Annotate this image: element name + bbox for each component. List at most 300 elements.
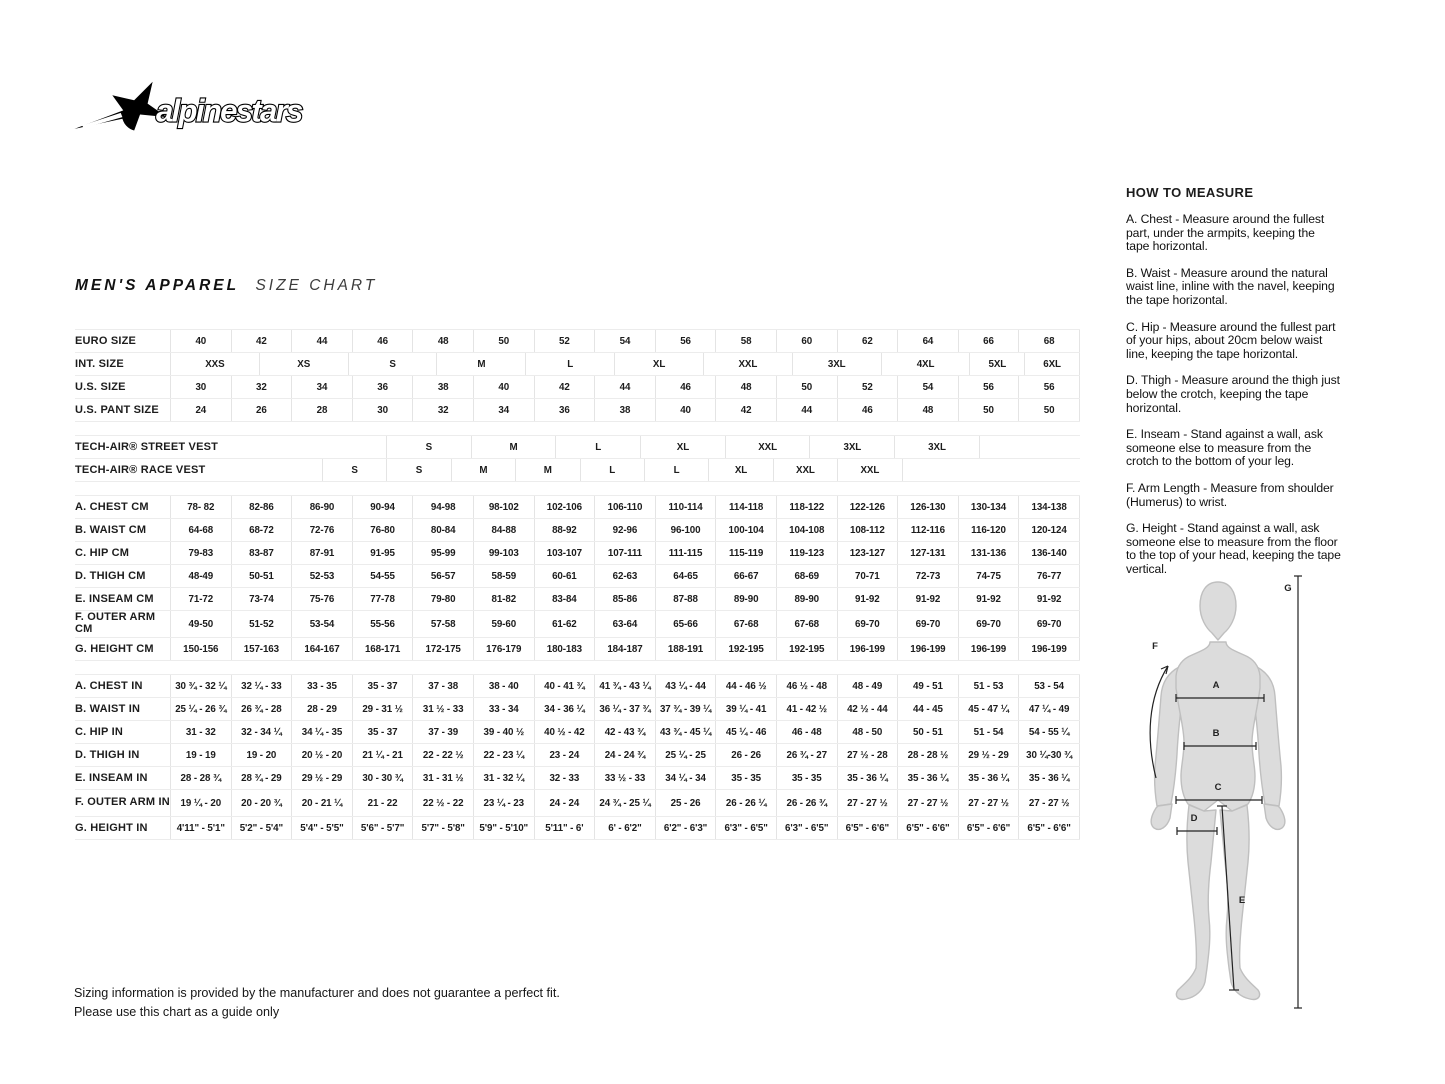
table-cell: 29 ½ - 29 <box>958 744 1019 766</box>
table-cell: 76-77 <box>1018 565 1080 587</box>
table-cell: 85-86 <box>594 588 655 610</box>
table-cell: 38 - 40 <box>473 675 534 697</box>
table-cell: 120-124 <box>1018 519 1080 541</box>
table-cell: 66 <box>958 330 1019 352</box>
table-cell: 126-130 <box>897 496 958 518</box>
table-cell: 22 - 22 ½ <box>412 744 473 766</box>
table-cell: 79-83 <box>170 542 231 564</box>
table-cell: 68-69 <box>776 565 837 587</box>
row-cells <box>170 767 1080 789</box>
row-label: A. CHEST CM <box>75 500 149 513</box>
table-cell: 103-107 <box>534 542 595 564</box>
table-cell: 77-78 <box>352 588 413 610</box>
figure-label-f: F <box>1152 641 1158 652</box>
row-cells <box>170 790 1080 816</box>
table-cell: 3XL <box>894 436 979 458</box>
table-cell: 48 - 50 <box>837 721 898 743</box>
measure-instruction: E. Inseam - Stand against a wall, ask someone else to measure from the crotch to the bottom of your leg. <box>1126 427 1323 469</box>
table-cell: 106-110 <box>594 496 655 518</box>
table-cell: 78- 82 <box>170 496 231 518</box>
figure-label-e: E <box>1238 895 1246 906</box>
table-cell: 61-62 <box>534 611 595 637</box>
table-cell: 42 <box>231 330 292 352</box>
table-cell: 58 <box>715 330 776 352</box>
figure-head <box>1200 582 1236 640</box>
table-cell: 48 <box>897 399 958 421</box>
table-cell: 44 - 45 <box>897 698 958 720</box>
table-cell: 5'6" - 5'7" <box>352 817 413 839</box>
table-cell: 30 ¼-30 ¾ <box>1018 744 1080 766</box>
table-cell: 64-65 <box>655 565 716 587</box>
table-cell: 20 - 21 ¼ <box>291 790 352 816</box>
table-cell: 35 - 37 <box>352 675 413 697</box>
table-cell: 90-94 <box>352 496 413 518</box>
table-cell: 112-116 <box>897 519 958 541</box>
table-cell: 118-122 <box>776 496 837 518</box>
table-cell: 104-108 <box>776 519 837 541</box>
table-row <box>75 588 1080 611</box>
table-row <box>75 329 1080 353</box>
table-cell: S <box>322 459 386 481</box>
row-cells <box>170 698 1080 720</box>
table-cell: 43 ¼ - 44 <box>655 675 716 697</box>
table-cell: 20 ½ - 20 <box>291 744 352 766</box>
table-cell: 6'5" - 6'6" <box>837 817 898 839</box>
table-cell: 54 <box>594 330 655 352</box>
table-cell: 31 - 32 ¼ <box>473 767 534 789</box>
table-cell: 6'3" - 6'5" <box>776 817 837 839</box>
table-cell: 34 ¼ - 34 <box>655 767 716 789</box>
table-cell: 51 - 53 <box>958 675 1019 697</box>
table-cell: 130-134 <box>958 496 1019 518</box>
table-cell: 45 ¼ - 46 <box>715 721 776 743</box>
row-label: C. HIP CM <box>75 546 130 559</box>
table-row <box>75 495 1080 519</box>
page-title-sub: SIZE CHART <box>255 277 378 294</box>
table-cell: 91-92 <box>897 588 958 610</box>
table-cell: XXL <box>725 436 810 458</box>
table-cell: 50 <box>958 399 1019 421</box>
table-cell: 116-120 <box>958 519 1019 541</box>
table-cell: 26 ¾ - 27 <box>776 744 837 766</box>
table-cell: 196-199 <box>1018 638 1080 660</box>
table-cell: 32 <box>231 376 292 398</box>
table-cell: 48 - 49 <box>837 675 898 697</box>
table-row <box>75 674 1080 698</box>
figure-label-g: G <box>1284 583 1292 594</box>
table-cell: 136-140 <box>1018 542 1080 564</box>
table-row <box>75 767 1080 790</box>
figure-label-b: B <box>1212 728 1220 739</box>
disclaimer-line1: Sizing information is provided by the manufacturer and does not guarantee a perfect fit. <box>74 986 560 1000</box>
table-cell: 108-112 <box>837 519 898 541</box>
table-cell: 4XL <box>881 353 970 375</box>
table-cell: 65-66 <box>655 611 716 637</box>
table-cell: 35 - 35 <box>776 767 837 789</box>
row-label: F. OUTER ARM CM <box>75 611 156 635</box>
table-cell: M <box>471 436 556 458</box>
table-cell: L <box>644 459 708 481</box>
table-cell: 37 - 39 <box>412 721 473 743</box>
table-cell: XXL <box>837 459 901 481</box>
table-cell: 80-84 <box>412 519 473 541</box>
table-cell: 27 ½ - 28 <box>837 744 898 766</box>
table-cell: 53 - 54 <box>1018 675 1080 697</box>
table-cell: 35 - 35 <box>715 767 776 789</box>
figure-left-leg <box>1176 805 1216 999</box>
table-cell: 91-92 <box>958 588 1019 610</box>
table-cell: 32 - 33 <box>534 767 595 789</box>
table-cell: 6XL <box>1024 353 1080 375</box>
table-cell: 6'5" - 6'6" <box>958 817 1019 839</box>
table-row <box>75 542 1080 565</box>
table-cell: 46 <box>352 330 413 352</box>
measure-instruction: G. Height - Stand against a wall, ask someone else to measure from the floor to the top of your head, keeping the tape vertical. <box>1126 521 1341 576</box>
table-cell: 35 - 36 ¼ <box>897 767 958 789</box>
table-cell: 50 <box>1018 399 1080 421</box>
table-cell: 176-179 <box>473 638 534 660</box>
table-cell: 28 - 28 ¾ <box>170 767 231 789</box>
table-cell: 33 - 35 <box>291 675 352 697</box>
table-cell: 123-127 <box>837 542 898 564</box>
table-cell: 31 ½ - 33 <box>412 698 473 720</box>
figure-label-d: D <box>1190 813 1198 824</box>
figure-label-c: C <box>1214 782 1222 793</box>
row-label: U.S. PANT SIZE <box>75 403 159 416</box>
table-cell: XXL <box>773 459 837 481</box>
page-title <box>75 277 377 295</box>
table-cell: 87-91 <box>291 542 352 564</box>
table-cell: 180-183 <box>534 638 595 660</box>
table-cell: 81-82 <box>473 588 534 610</box>
table-cell: 56 <box>1018 376 1080 398</box>
table-cell: 34 - 36 ¼ <box>534 698 595 720</box>
body-measurement-diagram <box>1146 570 1398 1017</box>
table-cell: 21 ¼ - 21 <box>352 744 413 766</box>
table-cell: 21 - 22 <box>352 790 413 816</box>
table-cell: 6' - 6'2" <box>594 817 655 839</box>
table-cell: 40 <box>655 399 716 421</box>
table-row <box>75 435 1080 459</box>
table-cell: 119-123 <box>776 542 837 564</box>
row-cells <box>170 353 1080 375</box>
table-cell: 83-84 <box>534 588 595 610</box>
table-cell: 53-54 <box>291 611 352 637</box>
table-cell: 50-51 <box>231 565 292 587</box>
table-cell: 30 <box>170 376 231 398</box>
table-cell: 72-73 <box>897 565 958 587</box>
row-label: U.S. SIZE <box>75 380 126 393</box>
table-cell: 95-99 <box>412 542 473 564</box>
table-cell: 44 <box>291 330 352 352</box>
table-row <box>75 721 1080 744</box>
row-label: D. THIGH CM <box>75 569 146 582</box>
table-cell: 69-70 <box>897 611 958 637</box>
alpinestars-logo-svg <box>72 76 324 138</box>
table-cell: 50 - 51 <box>897 721 958 743</box>
table-cell: 33 - 34 <box>473 698 534 720</box>
brand-wordmark: alpinestars <box>156 93 302 129</box>
table-cell: 48 <box>412 330 473 352</box>
table-cell: 192-195 <box>715 638 776 660</box>
table-cell: 75-76 <box>291 588 352 610</box>
table-cell: 107-111 <box>594 542 655 564</box>
table-row <box>75 744 1080 767</box>
row-label: A. CHEST IN <box>75 679 143 692</box>
table-cell: 43 ¾ - 45 ¼ <box>655 721 716 743</box>
how-to-measure <box>1126 185 1341 589</box>
row-cells <box>170 588 1080 610</box>
table-cell: 44 <box>594 376 655 398</box>
table-cell: 67-68 <box>776 611 837 637</box>
row-cells <box>170 721 1080 743</box>
table-cell: 24 - 24 <box>534 790 595 816</box>
table-cell: XL <box>708 459 772 481</box>
table-cell: 91-95 <box>352 542 413 564</box>
table-row <box>75 565 1080 588</box>
table-cell: 71-72 <box>170 588 231 610</box>
row-label: E. INSEAM CM <box>75 592 154 605</box>
row-label: E. INSEAM IN <box>75 771 148 784</box>
table-cell: 29 - 31 ½ <box>352 698 413 720</box>
table-cell: 42 ½ - 44 <box>837 698 898 720</box>
table-cell: L <box>525 353 614 375</box>
table-cell: 99-103 <box>473 542 534 564</box>
table-cell: 46 ½ - 48 <box>776 675 837 697</box>
table-cell: 30 ¾ - 32 ¼ <box>170 675 231 697</box>
table-cell: 30 - 30 ¾ <box>352 767 413 789</box>
table-cell: 38 <box>594 399 655 421</box>
row-cells <box>218 436 1080 458</box>
table-cell: 91-92 <box>1018 588 1080 610</box>
page-title-main: MEN'S APPAREL <box>75 277 240 294</box>
table-cell: 69-70 <box>837 611 898 637</box>
row-cells <box>205 459 1080 481</box>
table-cell: 19 ¼ - 20 <box>170 790 231 816</box>
table-spacer <box>218 436 386 458</box>
table-cell: 46 <box>837 399 898 421</box>
row-label: G. HEIGHT IN <box>75 821 148 834</box>
table-cell: 26 - 26 ¾ <box>776 790 837 816</box>
row-cells <box>170 638 1080 660</box>
table-cell: 3XL <box>792 353 881 375</box>
table-cell: 56 <box>655 330 716 352</box>
table-cell: 40 ½ - 42 <box>534 721 595 743</box>
table-row <box>75 790 1080 817</box>
figure-left-hand <box>1151 804 1172 829</box>
figure-label-a: A <box>1212 680 1220 691</box>
row-cells <box>170 330 1080 352</box>
table-cell: 64-68 <box>170 519 231 541</box>
table-row <box>75 459 1080 482</box>
table-cell: 37 ¾ - 39 ¼ <box>655 698 716 720</box>
table-row <box>75 817 1080 840</box>
table-cell: 102-106 <box>534 496 595 518</box>
table-cell: 111-115 <box>655 542 716 564</box>
size-table <box>75 329 1080 853</box>
height-line-g <box>1294 576 1302 1008</box>
table-cell: 114-118 <box>715 496 776 518</box>
table-cell: XXS <box>170 353 259 375</box>
table-cell: S <box>386 459 450 481</box>
table-cell: 19 - 19 <box>170 744 231 766</box>
table-cell: 100-104 <box>715 519 776 541</box>
table-cell: 42 - 43 ¾ <box>594 721 655 743</box>
table-cell: 28 ¾ - 29 <box>231 767 292 789</box>
table-cell: 6'3" - 6'5" <box>715 817 776 839</box>
table-cell: 54-55 <box>352 565 413 587</box>
table-cell: 24 <box>170 399 231 421</box>
table-cell: 68-72 <box>231 519 292 541</box>
table-cell: S <box>348 353 437 375</box>
table-cell: 34 <box>291 376 352 398</box>
table-row <box>75 399 1080 422</box>
table-cell: 69-70 <box>1018 611 1080 637</box>
table-cell: 59-60 <box>473 611 534 637</box>
table-section <box>75 435 1080 482</box>
table-cell: M <box>436 353 525 375</box>
table-spacer <box>979 436 1080 458</box>
table-cell: 94-98 <box>412 496 473 518</box>
table-cell: 27 - 27 ½ <box>897 790 958 816</box>
table-cell: 52 <box>534 330 595 352</box>
table-cell: 66-67 <box>715 565 776 587</box>
table-cell: 164-167 <box>291 638 352 660</box>
table-cell: 25 ¼ - 25 <box>655 744 716 766</box>
table-cell: 26 - 26 ¼ <box>715 790 776 816</box>
table-cell: 20 - 20 ¾ <box>231 790 292 816</box>
table-cell: 37 - 38 <box>412 675 473 697</box>
table-cell: 115-119 <box>715 542 776 564</box>
table-cell: 5'4" - 5'5" <box>291 817 352 839</box>
row-cells <box>170 817 1080 839</box>
table-cell: 26 <box>231 399 292 421</box>
measure-instruction: D. Thigh - Measure around the thigh just below the crotch, keeping the tape horizontal. <box>1126 373 1340 415</box>
table-cell: 31 - 31 ½ <box>412 767 473 789</box>
table-cell: 70-71 <box>837 565 898 587</box>
row-label: INT. SIZE <box>75 357 124 370</box>
table-cell: 46 - 48 <box>776 721 837 743</box>
table-cell: S <box>386 436 471 458</box>
alpinestars-logo <box>72 76 324 138</box>
table-cell: 172-175 <box>412 638 473 660</box>
table-cell: 44 <box>776 399 837 421</box>
table-cell: 34 ¼ - 35 <box>291 721 352 743</box>
table-section <box>75 674 1080 840</box>
row-label: F. OUTER ARM IN <box>75 796 170 809</box>
table-cell: 67-68 <box>715 611 776 637</box>
table-cell: 5'11" - 6' <box>534 817 595 839</box>
table-section <box>75 329 1080 422</box>
table-cell: 44 - 46 ½ <box>715 675 776 697</box>
table-cell: 35 - 36 ¼ <box>1018 767 1080 789</box>
table-cell: 35 - 36 ¼ <box>837 767 898 789</box>
table-cell: 50 <box>473 330 534 352</box>
row-cells <box>170 496 1080 518</box>
table-cell: 54 <box>897 376 958 398</box>
table-cell: 91-92 <box>837 588 898 610</box>
table-cell: 36 ¼ - 37 ¾ <box>594 698 655 720</box>
table-cell: 4'11" - 5'1" <box>170 817 231 839</box>
row-label: C. HIP IN <box>75 725 124 738</box>
table-cell: M <box>451 459 515 481</box>
row-label: B. WAIST CM <box>75 523 147 536</box>
figure-right-hand <box>1264 804 1285 829</box>
measure-instruction: F. Arm Length - Measure from shoulder (Humerus) to wrist. <box>1126 480 1334 509</box>
body-diagram-svg <box>1146 570 1398 1017</box>
table-cell: 41 - 42 ½ <box>776 698 837 720</box>
table-cell: 5'9" - 5'10" <box>473 817 534 839</box>
table-cell: 62 <box>837 330 898 352</box>
measure-instruction: A. Chest - Measure around the fullest part, under the armpits, keeping the tape horizontal. <box>1126 212 1325 254</box>
table-row <box>75 376 1080 399</box>
table-cell: 60-61 <box>534 565 595 587</box>
table-cell: 27 - 27 ½ <box>958 790 1019 816</box>
table-cell: 49 - 51 <box>897 675 958 697</box>
table-cell: 110-114 <box>655 496 716 518</box>
row-label: TECH-AIR® RACE VEST <box>75 463 206 476</box>
table-cell: 36 <box>534 399 595 421</box>
table-cell: 34 <box>473 399 534 421</box>
table-cell: 5'2" - 5'4" <box>231 817 292 839</box>
table-cell: 30 <box>352 399 413 421</box>
table-cell: 89-90 <box>715 588 776 610</box>
table-cell: 32 <box>412 399 473 421</box>
table-spacer <box>902 459 1081 481</box>
table-row <box>75 698 1080 721</box>
row-label: G. HEIGHT CM <box>75 642 154 655</box>
table-row <box>75 519 1080 542</box>
table-cell: 6'5" - 6'6" <box>897 817 958 839</box>
table-cell: 72-76 <box>291 519 352 541</box>
table-cell: 76-80 <box>352 519 413 541</box>
table-cell: 5XL <box>969 353 1024 375</box>
table-cell: 41 ¾ - 43 ¼ <box>594 675 655 697</box>
table-cell: 47 ¼ - 49 <box>1018 698 1080 720</box>
table-cell: 6'5" - 6'6" <box>1018 817 1080 839</box>
table-cell: 3XL <box>809 436 894 458</box>
table-cell: 25 ¼ - 26 ¾ <box>170 698 231 720</box>
table-cell: 19 - 20 <box>231 744 292 766</box>
table-cell: 52-53 <box>291 565 352 587</box>
table-cell: XL <box>640 436 725 458</box>
table-cell: 26 - 26 <box>715 744 776 766</box>
brand-star-icon <box>75 82 167 131</box>
measure-instruction: C. Hip - Measure around the fullest part of your hips, about 20cm below waist line, keeping the tape horizontal. <box>1126 319 1336 361</box>
table-cell: 39 - 40 ½ <box>473 721 534 743</box>
row-label: B. WAIST IN <box>75 702 141 715</box>
row-cells <box>170 399 1080 421</box>
row-cells <box>170 565 1080 587</box>
brand-star-slash <box>82 113 122 128</box>
table-cell: 57-58 <box>412 611 473 637</box>
table-cell: 122-126 <box>837 496 898 518</box>
table-cell: 52 <box>837 376 898 398</box>
table-cell: 25 - 26 <box>655 790 716 816</box>
row-cells <box>170 519 1080 541</box>
table-cell: 73-74 <box>231 588 292 610</box>
table-cell: 55-56 <box>352 611 413 637</box>
how-to-measure-paragraphs <box>1126 213 1341 576</box>
table-cell: 40 <box>473 376 534 398</box>
table-cell: 196-199 <box>837 638 898 660</box>
table-cell: 63-64 <box>594 611 655 637</box>
table-cell: 60 <box>776 330 837 352</box>
table-row <box>75 611 1080 638</box>
table-cell: 134-138 <box>1018 496 1080 518</box>
how-to-measure-heading: HOW TO MEASURE <box>1126 185 1254 200</box>
measure-instruction: B. Waist - Measure around the natural waist line, inline with the navel, keeping the tape horizontal. <box>1126 265 1335 307</box>
